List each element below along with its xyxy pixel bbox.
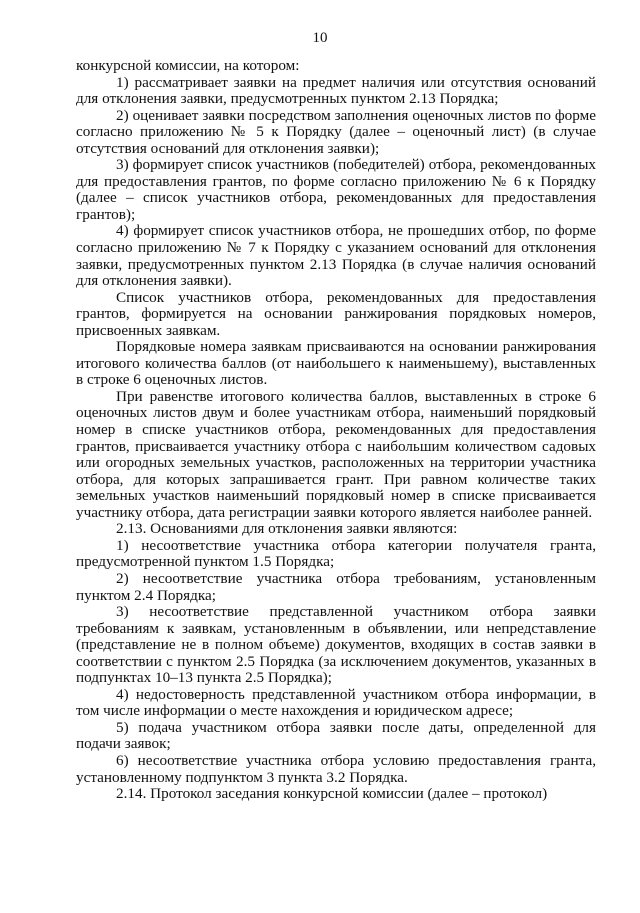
paragraph: При равенстве итогового количества баллов, выставленных в строке 6 оценочных листов двум и более участникам отбора, наименьший порядковый номер в списке участников отбора, рекомендованных для предоставления грантов, присваивается участнику отбора с наибольшим количеством садовых или огородных земельных участков, расположенных на территории участника отбора, для которых запрашивается грант. При равном количестве таких земельных участков наименьший порядковый номер в списке присваивается участнику отбора, дата регистрации заявки которого является наиболее ранней.	[76, 387, 596, 521]
paragraph: 2) оценивает заявки посредством заполнения оценочных листов по форме согласно приложению № 5 к Порядку (далее – оценочный лист) (в случае отсутствия оснований для отклонения заявки);	[76, 106, 596, 157]
paragraph: 2.14. Протокол заседания конкурсной комиссии (далее – протокол)	[116, 785, 548, 803]
paragraph: Порядковые номера заявкам присваиваются на основании ранжирования итогового количества баллов (от наибольшего к наименьшему), выставленных в строке 6 оценочных листов.	[76, 338, 596, 389]
paragraph: Список участников отбора, рекомендованных для предоставления грантов, формируется на основании ранжирования порядковых номеров, присвоенных заявкам.	[76, 288, 596, 339]
section-heading: 2.13. Основаниями для отклонения заявки являются:	[116, 520, 458, 538]
document-body	[76, 58, 596, 803]
paragraph: 4) недостоверность представленной участником отбора информации, в том числе информации о месте нахождения и юридическом адресе;	[76, 685, 596, 720]
page-number: 10	[312, 30, 328, 46]
paragraph: 4) формирует список участников отбора, не прошедших отбор, по форме согласно приложению № 7 к Порядку с указанием оснований для отклонения заявки, предусмотренных пунктом 2.13 Порядка (в случае наличия оснований для отклонения заявки).	[76, 222, 596, 290]
paragraph: 1) несоответствие участника отбора категории получателя гранта, предусмотренной пунктом 1.5 Порядка;	[76, 536, 596, 571]
paragraph: конкурсной комиссии, на котором:	[76, 57, 300, 74]
paragraph: 2) несоответствие участника отбора требованиям, установленным пунктом 2.4 Порядка;	[76, 569, 596, 604]
paragraph: 1) рассматривает заявки на предмет наличия или отсутствия оснований для отклонения заявки, предусмотренных пунктом 2.13 Порядка;	[76, 73, 596, 108]
paragraph: 6) несоответствие участника отбора условию предоставления гранта, установленному подпунктом 3 пункта 3.2 Порядка.	[76, 751, 596, 786]
paragraph: 3) несоответствие представленной участником отбора заявки требованиям к заявкам, установленным в объявлении, или непредставление (представление не в полном объеме) документов, входящих в состав заявки в соответствии с пунктом 2.5 Порядка (за исключением документов, указанных в подпунктах 10–13 пункта 2.5 Порядка);	[76, 603, 596, 687]
paragraph: 3) формирует список участников (победителей) отбора, рекомендованных для предоставления грантов, по форме согласно приложению № 6 к Порядку (далее – список участников отбора, рекомендованных для предоставления грантов);	[76, 156, 596, 223]
paragraph: 5) подача участником отбора заявки после даты, определенной для подачи заявок;	[76, 718, 596, 753]
